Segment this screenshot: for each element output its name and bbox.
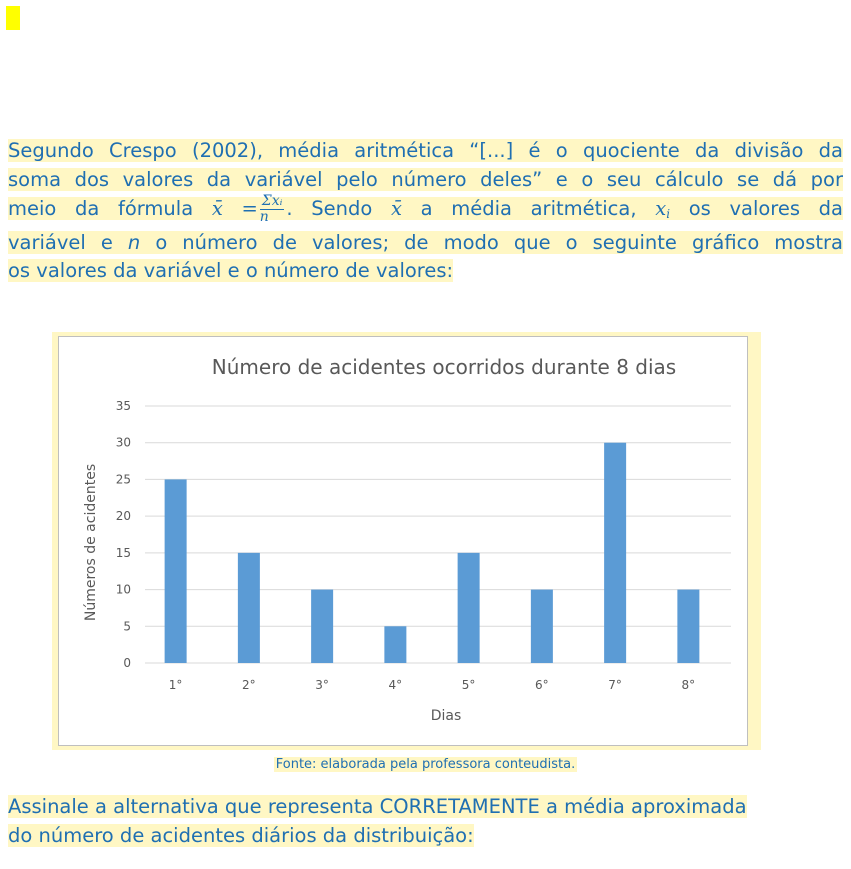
y-tick-label: 25 <box>115 472 131 487</box>
x-tick-label: 5° <box>461 678 476 692</box>
y-tick-label: 35 <box>115 399 131 413</box>
question-line-1: Assinale a alternativa que representa CORRETAMENTE a média aproximada <box>8 795 747 818</box>
bar <box>677 590 699 663</box>
x-tick-label: 1° <box>168 678 183 692</box>
y-tick-label: 5 <box>123 619 131 634</box>
bar <box>384 626 406 663</box>
bar <box>604 443 626 663</box>
highlight-marker <box>6 6 20 30</box>
y-tick-label: 30 <box>115 435 131 450</box>
intro-line-2: soma dos valores da variável pelo número deles” e o seu cálculo se dá por <box>8 167 843 191</box>
y-tick-label: 20 <box>115 509 131 524</box>
chart-frame <box>58 336 748 746</box>
x-tick-label: 6° <box>535 678 549 692</box>
intro-line-3: meio da fórmula x̄ = $\frac{\text{Σxᵢ}}{n}$ . Sendo x̄ a média aritmética, $x_i$ os valores da <box>8 193 844 225</box>
x-axis-label: Dias <box>430 708 462 724</box>
bar <box>458 553 480 663</box>
bar <box>165 479 187 663</box>
chart-caption: Fonte: elaborada pela professora conteudista. <box>275 757 576 772</box>
intro-line-5: os valores da variável e o número de valores: <box>8 259 454 282</box>
formula-fraction: $\frac{\text{Σxᵢ}}{n}$ <box>259 193 283 225</box>
y-axis-label: Números de acidentes <box>83 463 99 622</box>
bar-chart <box>59 337 747 745</box>
y-tick-label: 0 <box>123 656 131 670</box>
formula-lhs: x̄ = <box>211 197 258 220</box>
x-tick-label: 2° <box>242 678 256 692</box>
chart-highlight <box>52 332 761 750</box>
y-tick-label: 10 <box>115 582 131 597</box>
bar <box>311 590 333 663</box>
question-paragraph <box>8 793 843 850</box>
x-tick-label: 4° <box>388 678 403 692</box>
x-tick-label: 7° <box>608 678 622 692</box>
intro-paragraph <box>8 137 843 286</box>
chart-title: Número de acidentes ocorridos durante 8 dias <box>211 355 677 379</box>
x-tick-label: 8° <box>681 678 696 692</box>
x-tick-label: 3° <box>315 678 329 692</box>
intro-line-4: variável e n o número de valores; de modo que o seguinte gráfico mostra <box>8 230 843 254</box>
bar <box>531 590 553 663</box>
question-line-2: do número de acidentes diários da distribuição: <box>8 823 474 847</box>
bar <box>238 553 260 663</box>
intro-line-1: Segundo Crespo (2002), média aritmética “[...] é o quociente da divisão da <box>8 139 843 162</box>
y-tick-label: 15 <box>115 545 131 560</box>
